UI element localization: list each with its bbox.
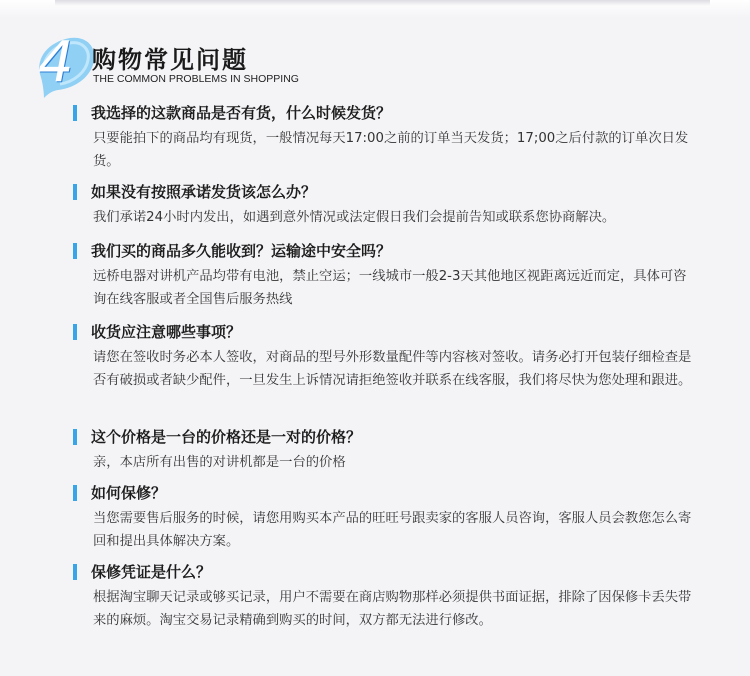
question-text: 如果没有按照承诺发货该怎么办？ — [91, 183, 317, 201]
accent-bar — [73, 429, 77, 445]
accent-bar — [73, 564, 77, 580]
faq-item — [73, 482, 703, 553]
faq-question — [73, 321, 703, 343]
faq-item — [73, 321, 703, 392]
faq-item — [73, 561, 703, 632]
page-subtitle: THE COMMON PROBLEMS IN SHOPPING — [93, 73, 299, 85]
faq-answer: 亲，本店所有出售的对讲机都是一台的价格 — [93, 455, 346, 470]
question-text: 这个价格是一台的价格还是一对的价格？ — [91, 428, 362, 446]
accent-bar — [73, 485, 77, 501]
section-number: 4 — [38, 30, 74, 95]
page-title: 购物常见问题 — [92, 46, 248, 74]
accent-bar — [73, 105, 77, 121]
question-text: 我选择的这款商品是否有货，什么时候发货？ — [91, 104, 392, 122]
faq-question — [73, 102, 703, 124]
faq-answer: 当您需要售后服务的时候，请您用购买本产品的旺旺号跟卖家的客服人员咨询，客服人员会教您怎么寄回和提出具体解决方案。 — [93, 511, 692, 549]
accent-bar — [73, 184, 77, 200]
faq-question — [73, 482, 703, 504]
section-header — [30, 28, 430, 98]
faq-item — [73, 240, 703, 311]
accent-bar — [73, 243, 77, 259]
faq-question — [73, 561, 703, 583]
question-text: 如何保修？ — [91, 484, 167, 502]
faq-item — [73, 102, 703, 173]
faq-answer: 根据淘宝聊天记录或够买记录，用户不需要在商店购物那样必须提供书面证据，排除了因保修卡丢失带来的麻烦。淘宝交易记录精确到购买的时间，双方都无法进行修改。 — [93, 590, 692, 628]
faq-item — [73, 426, 703, 474]
faq-answer: 请您在签收时务必本人签收，对商品的型号外形数量配件等内容核对签收。请务必打开包装仔细检查是否有破损或者缺少配件，一旦发生上诉情况请拒绝签收并联系在线客服，我们将尽快为您处理和跟进。 — [93, 350, 692, 388]
faq-answer: 只要能拍下的商品均有现货，一般情况每天17:00之前的订单当天发货；17;00之后付款的订单次日发货。 — [93, 131, 689, 169]
question-text: 收货应注意哪些事项？ — [91, 323, 242, 341]
faq-question — [73, 426, 703, 448]
question-text: 保修凭证是什么？ — [91, 563, 212, 581]
faq-item — [73, 181, 703, 229]
faq-question — [73, 240, 703, 262]
accent-bar — [73, 324, 77, 340]
faq-question — [73, 181, 703, 203]
question-text: 我们买的商品多久能收到？运输途中安全吗？ — [91, 242, 392, 260]
faq-answer: 远桥电器对讲机产品均带有电池，禁止空运；一线城市一般2-3天其他地区视距离远近而定，具体可咨询在线客服或者全国售后服务热线 — [93, 269, 687, 307]
top-divider — [55, 0, 710, 6]
faq-answer: 我们承诺24小时内发出，如遇到意外情况或法定假日我们会提前告知或联系您协商解决。 — [93, 210, 616, 225]
